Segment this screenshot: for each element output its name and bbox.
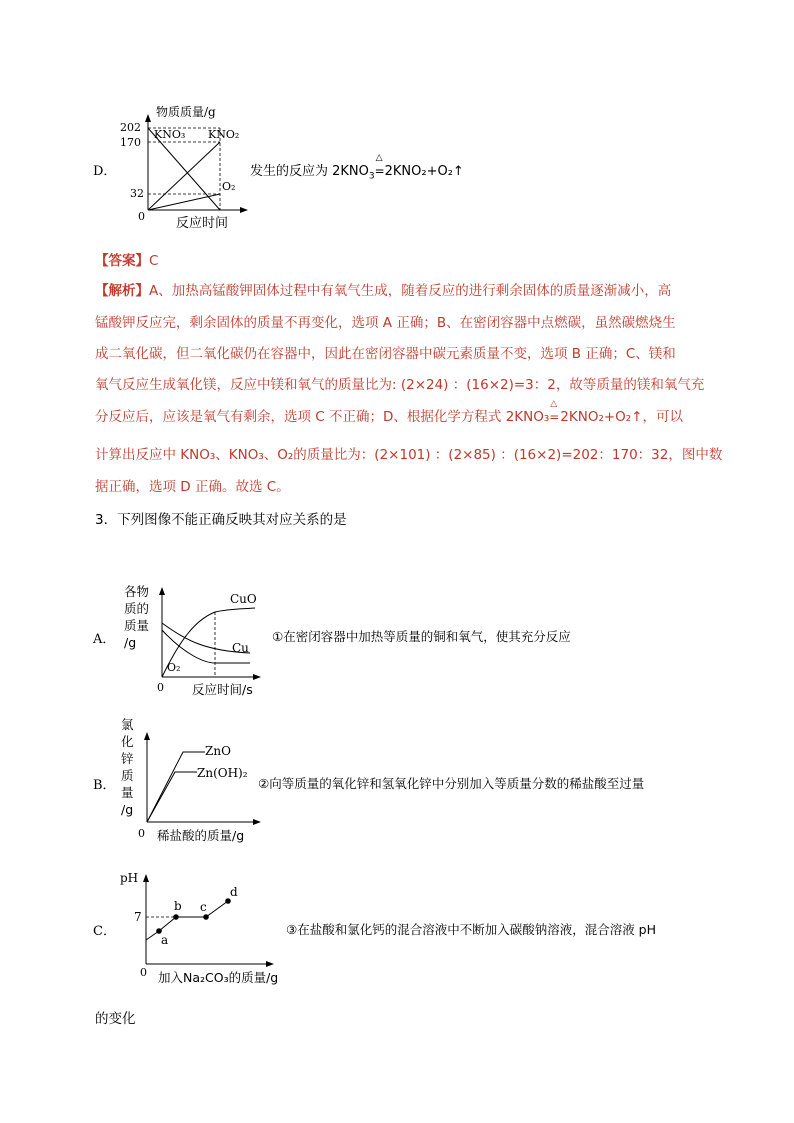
- a-label-cuo: CuO: [230, 592, 257, 606]
- option-d-equation: [250, 153, 464, 182]
- d-ylabel: 物质质量/g: [156, 105, 216, 119]
- d-origin: 0: [138, 210, 145, 223]
- answer-line: [95, 249, 158, 269]
- a-origin: 0: [157, 681, 164, 694]
- option-a-desc: ①在密闭容器中加热等质量的铜和氧气，使其充分反应: [272, 629, 571, 644]
- b-ylabel: 氯 化 锌 质 量 /g: [121, 717, 134, 817]
- d-tick-32: 32: [130, 187, 144, 200]
- analysis-line-6: 计算出反应中 KNO₃、KNO₃、O₂的质量比为：(2×101) ：(2×85) ：(16×2)=202：170：32，图中数: [95, 447, 723, 463]
- c-x-arrow: [266, 961, 274, 967]
- option-a-letter: A．: [93, 632, 116, 647]
- d-kno2-line: [148, 142, 220, 210]
- option-b-desc: ②向等质量的氧化锌和氢氧化锌中分别加入等质量分数的稀盐酸至过量: [258, 776, 645, 791]
- a-xlabel: 反应时间/s: [192, 682, 253, 697]
- c-label-d: d: [230, 885, 238, 899]
- b-label-znoh2: Zn(OH)₂: [197, 766, 248, 780]
- option-d-letter: D．: [93, 164, 117, 179]
- analysis-line-3: 成二氧化碳，但二氧化碳仍在容器中，因此在密闭容器中碳元素质量不变，选项 B 正确；C、镁和: [95, 346, 676, 362]
- d-label-o2: O₂: [222, 180, 236, 193]
- option-a-graph: [150, 585, 265, 695]
- c-point-b: [173, 914, 179, 920]
- eq-sub: 3: [368, 171, 375, 182]
- option-b-letter: B．: [93, 778, 116, 793]
- c-origin: 0: [140, 966, 147, 979]
- analysis-line-1: 【解析】A、加热高锰酸钾固体过程中有氧气生成，随着反应的进行剩余固体的质量逐渐减小，高: [95, 283, 672, 299]
- d-x-arrow: [240, 207, 248, 213]
- option-b-graph: [135, 730, 265, 840]
- a-y-arrow: [159, 587, 165, 595]
- eq-prefix: 发生的反应为 2KNO: [250, 164, 369, 179]
- b-znoh2-line: [147, 772, 197, 822]
- option-c-letter: C．: [93, 924, 116, 939]
- option-c-desc-tail: 的变化: [95, 1011, 136, 1027]
- option-d-graph: [120, 100, 250, 230]
- b-label-zno: ZnO: [205, 744, 231, 758]
- b-origin: 0: [138, 827, 145, 840]
- b-y-arrow: [144, 732, 150, 740]
- c-tick-7: 7: [134, 910, 142, 924]
- c-point-c: [203, 914, 209, 920]
- option-c-desc: ③在盐酸和氯化钙的混合溶液中不断加入碳酸钠溶液，混合溶液 pH: [286, 922, 657, 937]
- eq-condition: △ =: [374, 153, 385, 178]
- analysis-line-2: 锰酸钾反应完，剩余固体的质量不再变化，选项 A 正确；B、在密闭容器中点燃碳，虽然碳燃烧生: [95, 315, 676, 331]
- a-x-arrow: [253, 674, 261, 680]
- c-point-d: [225, 898, 231, 904]
- a-label-cu: Cu: [232, 641, 249, 655]
- analysis-eq-condition: △ =: [549, 399, 560, 424]
- c-label-b: b: [174, 899, 182, 913]
- d-label-kno2: KNO₂: [208, 128, 240, 141]
- analysis-line-5: 分反应后，应该是氧气有剩余，选项 C 不正确；D、根据化学方程式 2KNO₃ △ =2KNO₂+O₂↑，可以: [95, 399, 684, 425]
- answer-value: C: [149, 253, 159, 269]
- d-label-kno3: KNO₃: [154, 128, 186, 141]
- c-xlabel: 加入Na₂CO₃的质量/g: [158, 970, 279, 985]
- c-ylabel: pH: [120, 871, 139, 885]
- c-y-arrow: [143, 874, 149, 882]
- c-label-c: c: [200, 900, 207, 914]
- d-y-arrow: [145, 114, 151, 122]
- eq-suffix: 2KNO₂+O₂↑: [384, 164, 464, 179]
- c-label-a: a: [161, 933, 169, 947]
- b-zno-line: [147, 752, 205, 822]
- analysis-line-4: 氧气反应生成氧化镁，反应中镁和氧气的质量比为: (2×24) ：(16×2)=3：2，故等质量的镁和氧气充: [95, 377, 705, 393]
- b-x-arrow: [253, 819, 261, 825]
- question-3-text: 3．下列图像不能正确反映其对应关系的是: [95, 512, 347, 528]
- c-ph-line: [146, 901, 228, 940]
- analysis-label: 【解析】: [95, 283, 149, 299]
- d-o2-line: [148, 194, 220, 210]
- answer-label: 【答案】: [95, 253, 149, 269]
- d-xlabel: 反应时间: [176, 216, 229, 231]
- d-tick-170: 170: [120, 136, 141, 149]
- a-ylabel: 各物 质的 质量 /g: [124, 584, 150, 650]
- b-xlabel: 稀盐酸的质量/g: [157, 828, 245, 843]
- analysis-line-7: 据正确，选项 D 正确。故选 C。: [95, 479, 290, 495]
- d-tick-202: 202: [120, 121, 141, 134]
- delta-symbol: △: [375, 153, 383, 163]
- a-label-o2: O₂: [167, 661, 181, 674]
